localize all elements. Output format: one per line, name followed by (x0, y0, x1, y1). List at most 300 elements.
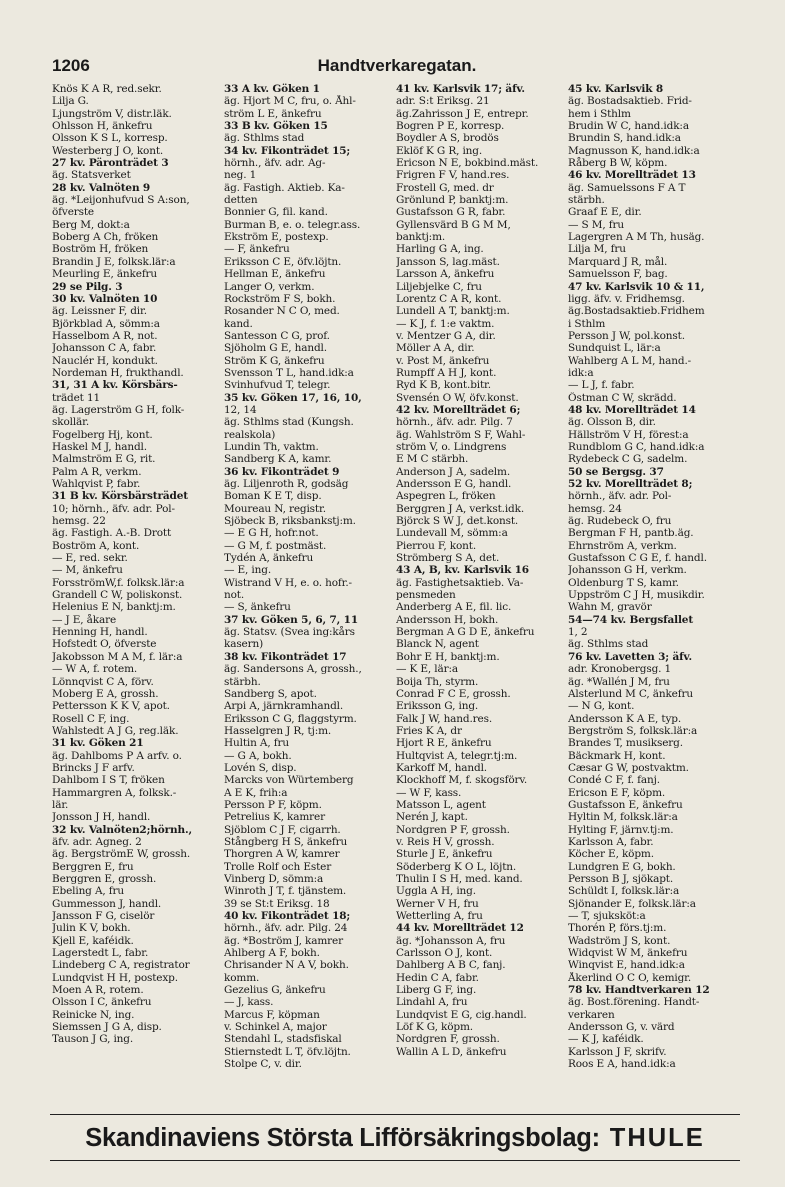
directory-entry: — N G, kont. (568, 700, 635, 713)
block-heading: 33 A kv. Göken 1 (224, 83, 320, 95)
directory-entry: Falk J W, hand.res. (396, 712, 493, 725)
directory-entry: Ehrnström A, verkm. (568, 539, 677, 552)
directory-entry: äg.Bostadsaktieb.Fridhem (568, 305, 705, 318)
directory-entry: Björck S W J, det.konst. (396, 515, 519, 528)
directory-entry: v. Schinkel A, major (224, 1021, 327, 1034)
directory-entry: äg. Wahlström S F, Wahl- (396, 428, 526, 441)
block-heading: 30 kv. Valnöten 10 (52, 292, 158, 305)
directory-entry: Harling G A, ing. (396, 243, 484, 256)
directory-entry: ligg. äfv. v. Fridhemsg. (568, 292, 685, 305)
directory-entry: hörnh., äfv. adr. Pilg. 24 (224, 922, 348, 935)
directory-entry: Magnusson K, hand.idk:a (568, 144, 700, 157)
block-heading: 42 kv. Morellträdet 6; (396, 403, 521, 416)
directory-entry: A E K, frih:a (224, 786, 288, 799)
directory-entry: Meurling E, änkefru (52, 268, 158, 281)
directory-entry: Ebeling A, fru (52, 885, 124, 898)
directory-entry: Eklöf K G R, ing. (396, 144, 483, 157)
block-heading: 38 kv. Fikonträdet 17 (224, 650, 347, 663)
block-heading: 41 kv. Karlsvik 17; äfv. (396, 83, 525, 95)
directory-entry: Rockström F S, bokh. (224, 292, 336, 305)
directory-entry: Gyllensvärd B G M M, (396, 218, 511, 231)
directory-entry: lär. (52, 798, 69, 811)
directory-entry: Berggren E, fru (52, 860, 134, 873)
directory-entry: Fries K A, dr (396, 724, 462, 737)
directory-entry: äg. Bost.förening. Handt- (568, 996, 700, 1009)
directory-entry: äg. Fastigh. Aktieb. Ka- (224, 181, 345, 194)
directory-entry: Pettersson K K V, apot. (52, 700, 170, 713)
directory-entry: — W F, kass. (396, 786, 462, 799)
directory-entry: Winroth J T, f. tjänstem. (224, 885, 347, 898)
block-heading: 35 kv. Göken 17, 16, 10, (224, 391, 362, 404)
directory-entry: Julin K V, bokh. (52, 922, 131, 935)
directory-entry: Rundblom G C, hand.idk:a (568, 440, 705, 453)
directory-entry: Ström K G, änkefru (224, 354, 325, 367)
directory-entry: Karkoff M, handl. (396, 761, 487, 774)
directory-entry: Lönnqvist C A, förv. (52, 675, 154, 688)
directory-entry: Jansson S, lag.mäst. (396, 255, 500, 268)
directory-entry: Helenius E N, banktj:m. (52, 601, 176, 614)
directory-entry: Condé C F, f. fanj. (568, 774, 660, 787)
directory-entry: ForsströmW,f. folksk.lär:a (52, 576, 185, 589)
directory-entry: Hultqvist A, telegr.tj:m. (396, 749, 518, 762)
directory-entry: Frigren F V, hand.res. (396, 169, 510, 182)
directory-entry: v. Mentzer G A, dir. (396, 329, 496, 342)
directory-entry: Karlsson J F, skrifv. (568, 1045, 667, 1058)
directory-entry: Gustafsson C G E, f. handl. (568, 552, 707, 565)
directory-entry: Lundin Th, vaktm. (224, 440, 319, 453)
directory-entry: Lilja G. (52, 95, 89, 108)
directory-entry: Stångberg H S, änkefru (224, 835, 348, 848)
directory-entry: Åkerlind O C O, kemigr. (568, 971, 692, 984)
directory-entry: Sandberg K A, kamr. (224, 453, 332, 466)
directory-entry: Grandell C W, poliskonst. (52, 589, 183, 602)
directory-entry: äg. Sthlms stad (Kungsh. (224, 416, 354, 429)
directory-entry: Ekström E, postexp. (224, 231, 329, 244)
directory-entry: Brundin S, hand.idk:a (568, 132, 681, 145)
directory-entry: Knös K A R, red.sekr. (52, 83, 162, 95)
directory-entry: hemsg. 24 (568, 502, 622, 515)
directory-column-3 (396, 83, 568, 1110)
block-heading: 44 kv. Morellträdet 12 (396, 922, 524, 935)
directory-entry: E M C stärbh. (396, 453, 469, 466)
page-header (52, 52, 742, 80)
directory-entry: Lovén S, disp. (224, 761, 297, 774)
directory-entry: Westerberg J O, kont. (52, 144, 164, 157)
directory-entry: Lundqvist H H, postexp. (52, 971, 178, 984)
directory-entry: Bogren P E, korresp. (396, 120, 505, 133)
directory-entry: — T, sjuksköt:a (568, 910, 646, 923)
directory-entry: Henning H, handl. (52, 626, 148, 639)
directory-entry: Hasselgren J R, tj:m. (224, 724, 332, 737)
directory-entry: Pierrou F, kont. (396, 539, 477, 552)
directory-entry: Tydén A, änkefru (224, 552, 314, 565)
block-heading: 54—74 kv. Bergsfallet (568, 613, 694, 626)
banner-brand: THULE (609, 1123, 705, 1152)
directory-entry: — S, änkefru (224, 601, 291, 614)
directory-entry: Olsson I C, änkefru (52, 996, 152, 1009)
directory-entry: Wahlberg A L M, hand.- (568, 354, 692, 367)
directory-entry: — M, änkefru (52, 564, 123, 577)
directory-entry: Hofstedt O, öfverste (52, 638, 157, 651)
directory-entry: Moureau N, registr. (224, 502, 326, 515)
directory-entry: i Sthlm (568, 317, 606, 330)
directory-entry: Sjöbeck B, riksbankstj:m. (224, 515, 356, 528)
directory-entry: Liberg G F, ing. (396, 984, 477, 997)
directory-entry: äg. Sthlms stad (568, 638, 649, 651)
directory-entry: kand. (224, 317, 253, 330)
directory-entry: Winqvist E, hand.idk:a (568, 959, 685, 972)
directory-entry: Karlsson A, fabr. (568, 835, 654, 848)
directory-entry: Brudin W C, hand.idk:a (568, 120, 689, 133)
block-heading: 45 kv. Karlsvik 8 (568, 83, 664, 95)
advertisement-banner (50, 1118, 740, 1158)
directory-entry: Frostell G, med. dr (396, 181, 494, 194)
block-heading: 78 kv. Handtverkaren 12 (568, 984, 710, 997)
directory-entry: Andersson H, bokh. (396, 613, 499, 626)
directory-entry: trädet 11 (52, 391, 101, 404)
block-heading: 31 kv. Göken 21 (52, 737, 144, 750)
page-title: Handtverkaregatan. (317, 56, 477, 75)
directory-entry: Strömberg S A, det. (396, 552, 500, 565)
directory-entry: Andersson E G, handl. (396, 478, 512, 490)
directory-entry: Stendahl L, stadsfiskal (224, 1033, 342, 1046)
directory-entry: Sjönander E, folksk.lär:a (568, 897, 696, 910)
directory-entry: Malmström E G, rit. (52, 453, 156, 466)
directory-entry: — G A, bokh. (224, 749, 292, 762)
directory-entry: Johansson C A, fabr. (52, 342, 157, 355)
directory-entry: ström L E, änkefru (224, 107, 322, 120)
directory-entry: Oldenburg T S, kamr. (568, 576, 679, 589)
block-heading: 29 se Pilg. 3 (52, 280, 123, 293)
directory-entry: Olsson K S L, korresp. (52, 132, 168, 145)
directory-entry: Siemssen J G A, disp. (52, 1021, 162, 1034)
directory-entry: Vinberg D, sömm:a (224, 873, 324, 885)
directory-entry: Nordgren F, grossh. (396, 1033, 500, 1046)
directory-entry: Roos E A, hand.idk:a (568, 1058, 676, 1071)
directory-entry: Blanck N, agent (396, 638, 479, 651)
directory-entry: Östman C W, skrädd. (568, 391, 677, 404)
banner-top-rule (50, 1114, 740, 1115)
directory-entry: Hylting F, järnv.tj:m. (568, 823, 674, 836)
directory-entry: äg. *Boström J, kamrer (224, 934, 343, 947)
directory-entry: Gummesson J, handl. (52, 897, 162, 910)
directory-entry: Marcus F, köpman (224, 1008, 320, 1021)
directory-entry: äg. Fastighetsaktieb. Va- (396, 576, 524, 589)
directory-entry: äg. *Wallén J M, fru (568, 675, 670, 688)
directory-entry: Berggren E, grossh. (52, 873, 157, 885)
directory-entry: äg. Liljenroth R, godsäg (224, 478, 349, 490)
directory-entry: Anderberg A E, fil. lic. (396, 601, 512, 614)
directory-entry: Hasselbom A R, not. (52, 329, 158, 342)
directory-entry: v. Reis H V, grossh. (396, 835, 495, 848)
directory-entry: Eriksson C E, öfv.löjtn. (224, 255, 342, 268)
directory-entry: Lundevall M, sömm:a (396, 527, 508, 540)
directory-entry: idk:a (568, 366, 594, 379)
directory-entry: 10; hörnh., äfv. adr. Pol- (52, 502, 175, 515)
directory-entry: Larsson A, änkefru (396, 268, 495, 281)
directory-entry: Widqvist W M, änkefru (568, 947, 688, 960)
directory-entry: — J E, åkare (52, 613, 117, 626)
directory-entry: Reinicke N, ing. (52, 1008, 135, 1021)
directory-entry: 1, 2 (568, 626, 588, 639)
directory-entry: Hällström V H, förest:a (568, 428, 689, 441)
directory-entry: Hammargren A, folksk.- (52, 786, 177, 799)
block-heading: 34 kv. Fikonträdet 15; (224, 144, 351, 157)
directory-entry: Hyltin M, folksk.lär:a (568, 811, 678, 824)
directory-entry: äg. Fastigh. A.-B. Drott (52, 527, 172, 540)
directory-entry: Alsterlund M C, änkefru (568, 687, 693, 700)
directory-entry: — K E, lär:a (396, 663, 458, 676)
directory-entry: Lundell A T, banktj:m. (396, 305, 510, 318)
directory-entry: Hellman E, änkefru (224, 268, 326, 281)
directory-entry: äg. BergströmE W, grossh. (52, 848, 191, 861)
block-heading: 46 kv. Morellträdet 13 (568, 169, 696, 182)
directory-entry: — E G H, hofr.not. (224, 527, 319, 540)
block-heading: 36 kv. Fikonträdet 9 (224, 465, 340, 478)
directory-entry: Bergman A G D E, änkefru (396, 626, 535, 639)
directory-entry: Bohr E H, banktj:m. (396, 650, 500, 663)
directory-entry: Sjöblom C J F, cigarrh. (224, 823, 341, 836)
directory-entry: hörnh., äfv. adr. Pilg. 7 (396, 416, 513, 429)
directory-entry: äg. Bostadsaktieb. Frid- (568, 95, 692, 108)
directory-entry: Hultin A, fru (224, 737, 289, 750)
directory-entry: Boman K E T, disp. (224, 490, 322, 503)
directory-entry: Svinhufvud T, telegr. (224, 379, 331, 392)
directory-entry: Thorén P, förs.tj:m. (568, 922, 667, 935)
directory-entry: Ohlsson H, änkefru (52, 120, 153, 133)
directory-entry: Lundqvist E G, cig.handl. (396, 1008, 527, 1021)
directory-entry: Langer O, verkm. (224, 280, 315, 293)
banner-text: Skandinaviens Största Lifförsäkringsbolag: (85, 1123, 600, 1152)
directory-entry: Bergström S, folksk.lär:a (568, 724, 698, 737)
directory-entry: Sandberg S, apot. (224, 687, 317, 700)
directory-entry: Wetterling A, fru (396, 910, 483, 923)
directory-entry: Rydebeck C G, sadelm. (568, 453, 688, 466)
directory-entry: Uppström C J H, musikdir. (568, 589, 705, 602)
directory-entry: Dahlberg A B C, fanj. (396, 959, 506, 972)
directory-entry: äg. *Johansson A, fru (396, 934, 506, 947)
directory-entry: Bergman F H, pantb.äg. (568, 527, 694, 540)
directory-entry: äg. Hjort M C, fru, o. Åhl- (224, 95, 356, 108)
directory-entry: Ericson E F, köpm. (568, 786, 666, 799)
directory-entry: Köcher E, köpm. (568, 848, 654, 861)
block-heading: 50 se Bergsg. 37 (568, 465, 664, 478)
block-heading: 28 kv. Valnöten 9 (52, 181, 151, 194)
directory-entry: adr. Kronobergsg. 1 (568, 663, 672, 676)
directory-entry: Gezelius G, änkefru (224, 984, 326, 997)
directory-entry: Arpi A, järnkramhandl. (224, 700, 344, 713)
directory-entry: Moberg E A, grossh. (52, 687, 159, 700)
directory-entry: v. Post M, änkefru (396, 354, 490, 367)
directory-entry: Persson B J, sjökapt. (568, 873, 674, 885)
directory-entry: Chrisander N A V, bokh. (224, 959, 349, 972)
block-heading: 31 B kv. Körsbärsträdet (52, 490, 188, 503)
directory-entry: äg. Sandersons A, grossh., (224, 663, 362, 676)
directory-entry: Löf K G, köpm. (396, 1021, 473, 1034)
directory-entry: — E, red. sekr. (52, 552, 128, 565)
directory-entry: Eriksson C G, flaggstyrm. (224, 712, 357, 725)
directory-entry: stärbh. (568, 194, 605, 207)
block-heading: 43 A, B, kv. Karlsvik 16 (396, 564, 529, 577)
block-heading: 27 kv. Päronträdet 3 (52, 157, 169, 170)
directory-entry: Samuelsson F, bag. (568, 268, 668, 281)
directory-entry: — F, änkefru (224, 243, 290, 256)
directory-entry: Wahlqvist P, fabr. (52, 478, 141, 490)
directory-entry: äg. Statsverket (52, 169, 131, 182)
directory-column-1 (52, 83, 224, 1110)
block-heading: 37 kv. Göken 5, 6, 7, 11 (224, 613, 358, 626)
directory-entry: Jansson F G, ciselör (52, 910, 155, 923)
directory-entry: Hjort R E, änkefru (396, 737, 492, 750)
directory-entry: äg. Samuelssons F A T (568, 181, 686, 194)
directory-entry: äg. Rudebeck O, fru (568, 515, 672, 528)
directory-entry: Werner V H, fru (396, 897, 479, 910)
directory-entry: — K J, f. 1:e vaktm. (396, 317, 495, 330)
directory-entry: Haskel M J, handl. (52, 440, 147, 453)
directory-entry: Wadström J S, kont. (568, 934, 671, 947)
directory-entry: Lundgren E G, bokh. (568, 860, 676, 873)
block-heading: 52 kv. Morellträdet 8; (568, 478, 693, 490)
directory-entry: äg. Statsv. (Svea ing:kårs (224, 626, 355, 639)
directory-entry: skollär. (52, 416, 90, 429)
directory-entry: Eriksson G, ing. (396, 700, 479, 713)
directory-columns (52, 83, 740, 1110)
directory-entry: Thulin I S H, med. kand. (396, 873, 523, 885)
block-heading: 76 kv. Lavetten 3; äfv. (568, 650, 692, 663)
directory-entry: Lindahl A, fru (396, 996, 468, 1009)
directory-entry: Ahlberg A F, bokh. (224, 947, 320, 960)
directory-entry: 12, 14 (224, 403, 257, 416)
directory-column-2 (224, 83, 396, 1110)
directory-entry: Boström H, fröken (52, 243, 149, 256)
directory-entry: komm. (224, 971, 260, 984)
directory-entry: Anderson J A, sadelm. (396, 465, 511, 478)
directory-entry: Aspegren L, fröken (396, 490, 496, 503)
directory-entry: Bonnier G, fil. kand. (224, 206, 328, 219)
directory-entry: Marcks von Würtemberg (224, 774, 354, 787)
directory-entry: äg. Leissner F, dir. (52, 305, 147, 318)
directory-entry: Nordgren P F, grossh. (396, 823, 510, 836)
directory-entry: Boija Th, styrm. (396, 675, 479, 688)
directory-entry: Svensson T L, hand.idk:a (224, 366, 354, 379)
directory-entry: Cæsar G W, postvaktm. (568, 761, 689, 774)
directory-entry: hemsg. 22 (52, 515, 106, 528)
directory-entry: äg. Olsson B, dir. (568, 416, 656, 429)
directory-entry: neg. 1 (224, 169, 257, 182)
directory-entry: — W A, f. rotem. (52, 663, 138, 676)
directory-entry: Sundquist L, lär:a (568, 342, 661, 355)
directory-entry: Conrad F C E, grossh. (396, 687, 511, 700)
directory-entry: Brandin J E, folksk.lär:a (52, 255, 176, 268)
directory-entry: Svensén O W, öfv.konst. (396, 391, 519, 404)
directory-entry: äg.Zahrisson J E, entrepr. (396, 107, 529, 120)
directory-entry: — L J, f. fabr. (568, 379, 635, 392)
directory-entry: Nordeman H, frukthandl. (52, 366, 184, 379)
directory-entry: Möller A A, dir. (396, 342, 475, 355)
directory-entry: Persson P F, köpm. (224, 798, 322, 811)
directory-entry: — G M, f. postmäst. (224, 539, 327, 552)
directory-entry: Grönlund P, banktj:m. (396, 194, 509, 207)
directory-entry: hörnh., äfv. adr. Pol- (568, 490, 672, 503)
directory-entry: Wahlstedt A J G, reg.läk. (52, 724, 179, 737)
directory-entry: Wistrand V H, e. o. hofr.- (224, 576, 352, 589)
directory-entry: Lindeberg C A, registrator (52, 959, 190, 972)
directory-entry: Stolpe C, v. dir. (224, 1058, 302, 1071)
directory-entry: adr. S:t Eriksg. 21 (396, 95, 490, 108)
directory-entry: Fogelberg Hj, kont. (52, 428, 153, 441)
directory-entry: äfv. adr. Agneg. 2 (52, 835, 142, 848)
directory-entry: Brincks J F arfv. (52, 761, 135, 774)
block-heading: 47 kv. Karlsvik 10 & 11, (568, 280, 705, 293)
directory-entry: Berggren J A, verkst.idk. (396, 502, 525, 515)
directory-entry: Lorentz C A R, kont. (396, 292, 502, 305)
directory-entry: Tauson J G, ing. (52, 1033, 134, 1046)
directory-entry: hem i Sthlm (568, 107, 631, 120)
directory-entry: stärbh. (224, 675, 261, 688)
directory-entry: ström V, o. Lindgrens (396, 440, 507, 453)
directory-entry: äg. Lagerström G H, folk- (52, 403, 185, 416)
block-heading: 48 kv. Morellträdet 14 (568, 403, 696, 416)
directory-entry: Matsson L, agent (396, 798, 486, 811)
directory-entry: Hedin C A, fabr. (396, 971, 479, 984)
directory-entry: Björkblad A, sömm:a (52, 317, 160, 330)
directory-entry: Rumpff A H J, kont. (396, 366, 497, 379)
directory-entry: äg. *Leijonhufvud S A:son, (52, 194, 190, 207)
directory-entry: Boberg A Ch, fröken (52, 231, 159, 244)
directory-entry: Nerén J, kapt. (396, 811, 468, 824)
directory-entry: banktj:m. (396, 231, 446, 244)
directory-entry: Nauclér H, kondukt. (52, 354, 158, 367)
directory-entry: Andersson K A E, typ. (568, 712, 682, 725)
directory-entry: Kjell E, kaféidk. (52, 934, 134, 947)
directory-entry: Johansson G H, verkm. (568, 564, 687, 577)
directory-entry: Klockhoff M, f. skogsförv. (396, 774, 528, 787)
directory-entry: Andersson G, v. värd (568, 1021, 675, 1034)
banner-bottom-rule (50, 1160, 740, 1161)
directory-entry: Berg M, dokt:a (52, 218, 130, 231)
directory-entry: Gustafsson E, änkefru (568, 798, 683, 811)
directory-entry: Lilja M, fru (568, 243, 626, 256)
directory-entry: Ryd K B, kont.bitr. (396, 379, 491, 392)
directory-entry: Persson J W, pol.konst. (568, 329, 685, 342)
directory-entry: not. (224, 589, 245, 602)
directory-entry: — E, ing. (224, 564, 272, 577)
directory-entry: Moen A R, rotem. (52, 984, 144, 997)
directory-entry: Stiernstedt L T, öfv.löjtn. (224, 1045, 351, 1058)
directory-entry: Schüldt I, folksk.lär:a (568, 885, 680, 898)
directory-entry: äg. Dahlboms P A arfv. o. (52, 749, 182, 762)
directory-entry: Dahlbom I S T, fröken (52, 774, 165, 787)
directory-entry: — S M, fru (568, 218, 624, 231)
directory-entry: Gustafsson G R, fabr. (396, 206, 506, 219)
directory-entry: kasern) (224, 638, 264, 651)
directory-entry: Jakobsson M A M, f. lär:a (52, 650, 183, 663)
directory-entry: verkaren (568, 1008, 615, 1021)
block-heading: 40 kv. Fikonträdet 18; (224, 910, 351, 923)
directory-entry: Marquard J R, mål. (568, 255, 668, 268)
directory-entry: Boström A, kont. (52, 539, 140, 552)
directory-entry: Ljungström V, distr.läk. (52, 107, 172, 120)
directory-entry: Ericson N E, bokbind.mäst. (396, 157, 539, 170)
directory-entry: äg. Sthlms stad (224, 132, 305, 145)
directory-entry: Wahn M, gravör (568, 601, 652, 614)
directory-entry: Trolle Rolf och Ester (224, 860, 332, 873)
directory-entry: Uggla A H, ing. (396, 885, 476, 898)
page-number: 1206 (52, 56, 90, 75)
directory-entry: Brandes T, musikserg. (568, 737, 683, 750)
directory-entry: Burman B, e. o. telegr.ass. (224, 218, 361, 231)
directory-entry: Santesson C G, prof. (224, 329, 330, 342)
